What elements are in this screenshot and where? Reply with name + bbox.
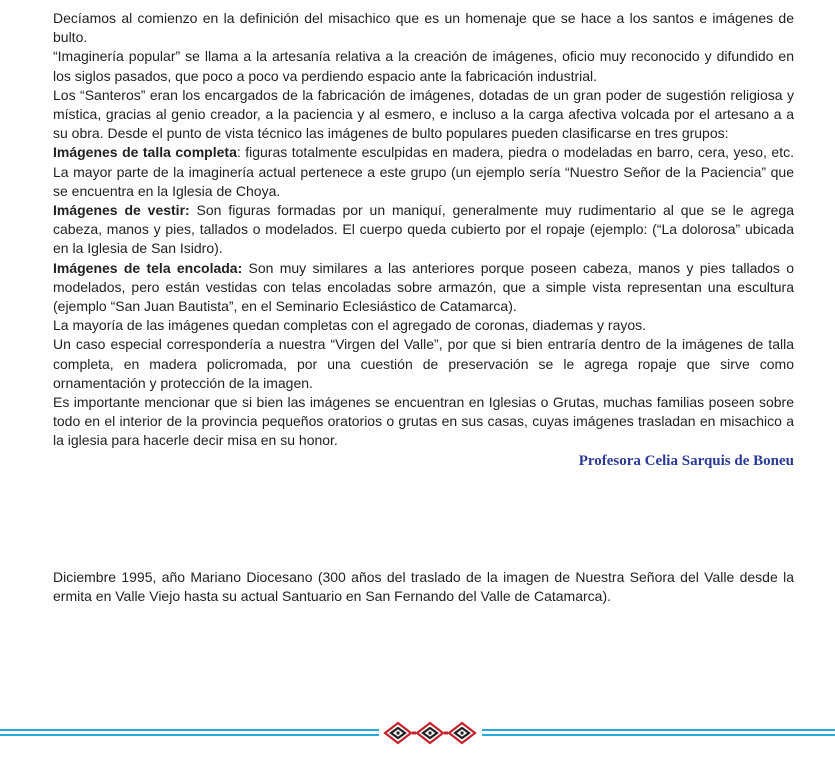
footer-divider <box>0 721 835 745</box>
diamond-weave-ornament-icon <box>383 721 477 745</box>
paragraph-2 <box>53 47 794 85</box>
paragraph-heading: Imágenes de tela encolada: <box>53 259 243 276</box>
paragraph-9 <box>53 393 794 451</box>
article-body <box>53 9 794 471</box>
divider-line-left-top <box>0 729 379 731</box>
author-signature: Profesora Celia Sarquis de Boneu <box>578 452 794 469</box>
paragraph-5 <box>53 201 794 259</box>
paragraph-text: Son figuras formadas por un maniquí, generalmente muy rudimentario al que se le agrega cabeza, manos y pies, tallados o modelados. El cuerpo queda cubierto por el ropaje (ejemplo: (“La dolorosa” ubicada en la Iglesia de San Isidro). <box>53 202 794 257</box>
paragraph-7 <box>53 316 794 335</box>
paragraph-8 <box>53 335 794 393</box>
divider-line-left-bottom <box>0 734 379 736</box>
paragraph-heading: Imágenes de talla completa <box>53 144 237 161</box>
paragraph-text: : figuras totalmente esculpidas en madera, piedra o modeladas en barro, cera, yeso, etc. La mayor parte de la imaginería actual pertenece a este grupo (un ejemplo sería “Nuestro Señor de la Paciencia” que se encuentra en la Iglesia de Choya. <box>53 144 794 199</box>
paragraph-text: “Imaginería popular” se llama a la artesanía relativa a la creación de imágenes, oficio muy reconocido y difundido en los siglos pasados, que poco a poco va perdiendo espacio ante la fabricación industrial. <box>53 48 794 84</box>
paragraph-text: Un caso especial correspondería a nuestra “Virgen del Valle”, por que si bien entraría dentro de la imágenes de talla completa, en madera policromada, por una cuestión de preservación se le agrega ropaje que sirve como ornamentación y protección de la imagen. <box>53 336 794 391</box>
paragraph-text: Es importante mencionar que si bien las imágenes se encuentran en Iglesias o Grutas, muchas familias poseen sobre todo en el interior de la provincia pequeños oratorios o grutas en sus casas, cuyas imágenes trasladan en misachico a la iglesia para hacerle decir misa en su honor. <box>53 394 794 449</box>
divider-line-right-top <box>482 729 835 731</box>
paragraph-3 <box>53 86 794 144</box>
divider-line-right-bottom <box>482 734 835 736</box>
paragraph-text: Son muy similares a las anteriores porque poseen cabeza, manos y pies tallados o modelados, pero están vestidas con telas encoladas sobre armazón, que a simple vista representan una escultura (ejemplo “San Juan Bautista”, en el Seminario Eclesiástico de Catamarca). <box>53 259 794 315</box>
paragraph-text: Decíamos al comienzo en la definición del misachico que es un homenaje que se hace a los santos e imágenes de bulto. <box>53 10 794 46</box>
paragraph-text: Los “Santeros” eran los encargados de la fabricación de imágenes, dotadas de un gran poder de sugestión religiosa y mística, gracias al genio creador, a la paciencia y al esmero, e incluso a la carga afectiva volcada por el artesano a a su obra. Desde el punto de vista técnico las imágenes de bulto populares pueden clasificarse en tres grupos: <box>53 86 794 142</box>
footnote: Diciembre 1995, año Mariano Diocesano (300 años del traslado de la imagen de Nuestra Señora del Valle desde la ermita en Valle Viejo hasta su actual Santuario en San Fernando del Valle de Catamarca). <box>53 569 794 605</box>
paragraph-4 <box>53 143 794 201</box>
paragraph-6 <box>53 259 794 317</box>
paragraph-text: La mayoría de las imágenes quedan completas con el agregado de coronas, diademas y rayos. <box>53 317 647 334</box>
paragraph-heading: Imágenes de vestir: <box>53 202 190 219</box>
paragraph-1 <box>53 9 794 47</box>
